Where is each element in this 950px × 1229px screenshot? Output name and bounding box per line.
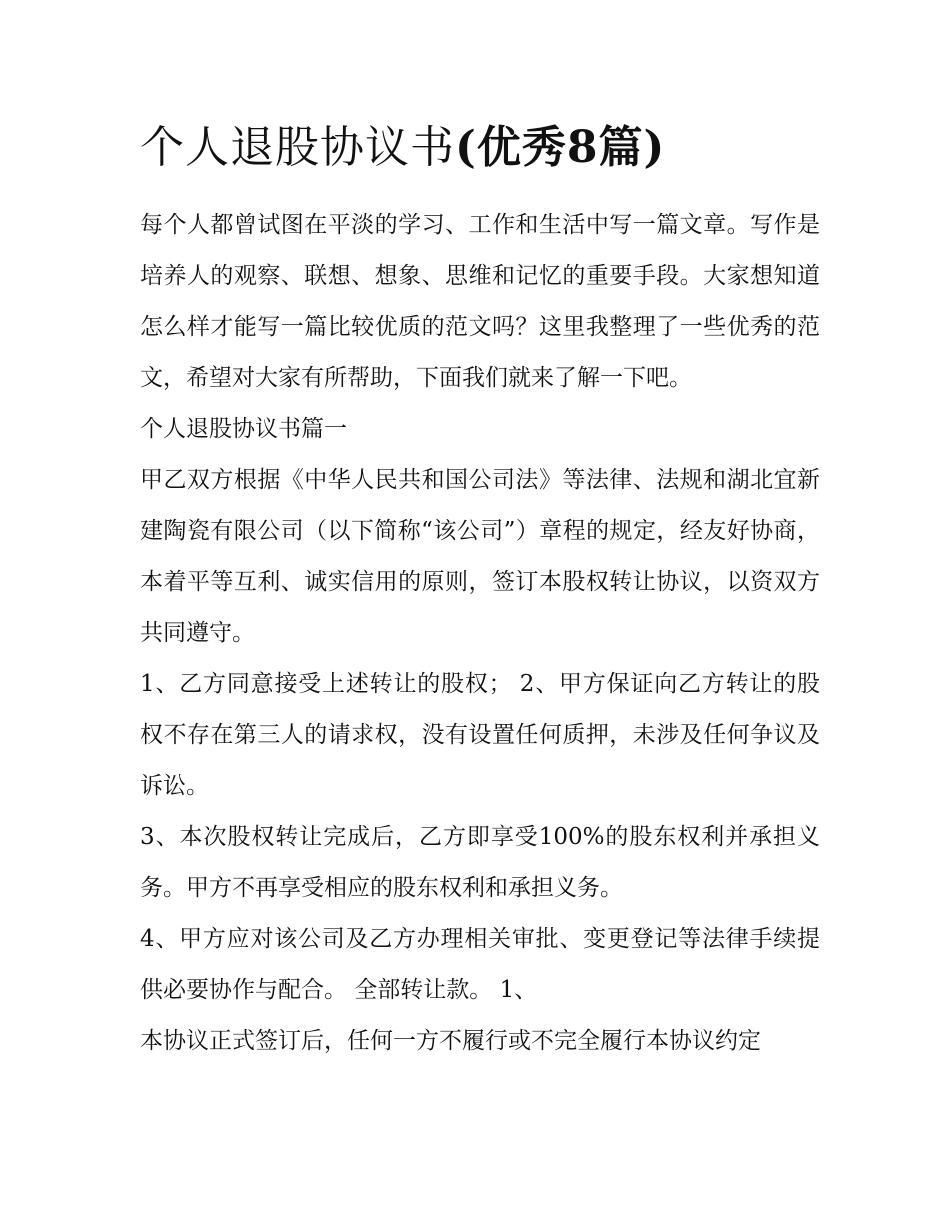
document-title: [140, 118, 820, 178]
title-number: 8: [566, 122, 599, 173]
title-paren-close: 篇): [598, 122, 666, 173]
document-content: [140, 118, 820, 1067]
intro-paragraph: 每个人都曾试图在平淡的学习、工作和生活中写一篇文章。写作是培养人的观察、联想、想象、思维和记忆的重要手段。大家想知道怎么样才能写一篇比较优质的范文吗？这里我整理了一些优秀的范文，希望对大家有所帮助，下面我们就来了解一下吧。: [140, 212, 820, 391]
agreement-preamble: 甲乙双方根据《中华人民共和国公司法》等法律、法规和湖北宜新建陶瓷有限公司（以下简称“该公司”）章程的规定，经友好协商，本着平等互利、诚实信用的原则，签订本股权转让协议，以资双方共同遵守。: [140, 467, 820, 646]
clause-3: 3、本次股权转让完成后，乙方即享受100%的股东权利并承担义务。甲方不再享受相应的股东权利和承担义务。: [140, 824, 820, 901]
title-paren-open: (优秀: [455, 122, 567, 173]
title-text: 个人退股协议书: [140, 122, 455, 173]
clause-4: 4、甲方应对该公司及乙方办理相关审批、变更登记等法律手续提供必要协作与配合。 全部转让款。 1、: [140, 926, 820, 1003]
section-heading: 个人退股协议书篇一: [140, 416, 347, 442]
clause-liability: 本协议正式签订后，任何一方不履行或不完全履行本协议约定: [140, 1028, 761, 1054]
clause-1-2: 1、乙方同意接受上述转让的股权； 2、甲方保证向乙方转让的股权不存在第三人的请求权，没有设置任何质押，未涉及任何争议及诉讼。: [140, 671, 820, 799]
